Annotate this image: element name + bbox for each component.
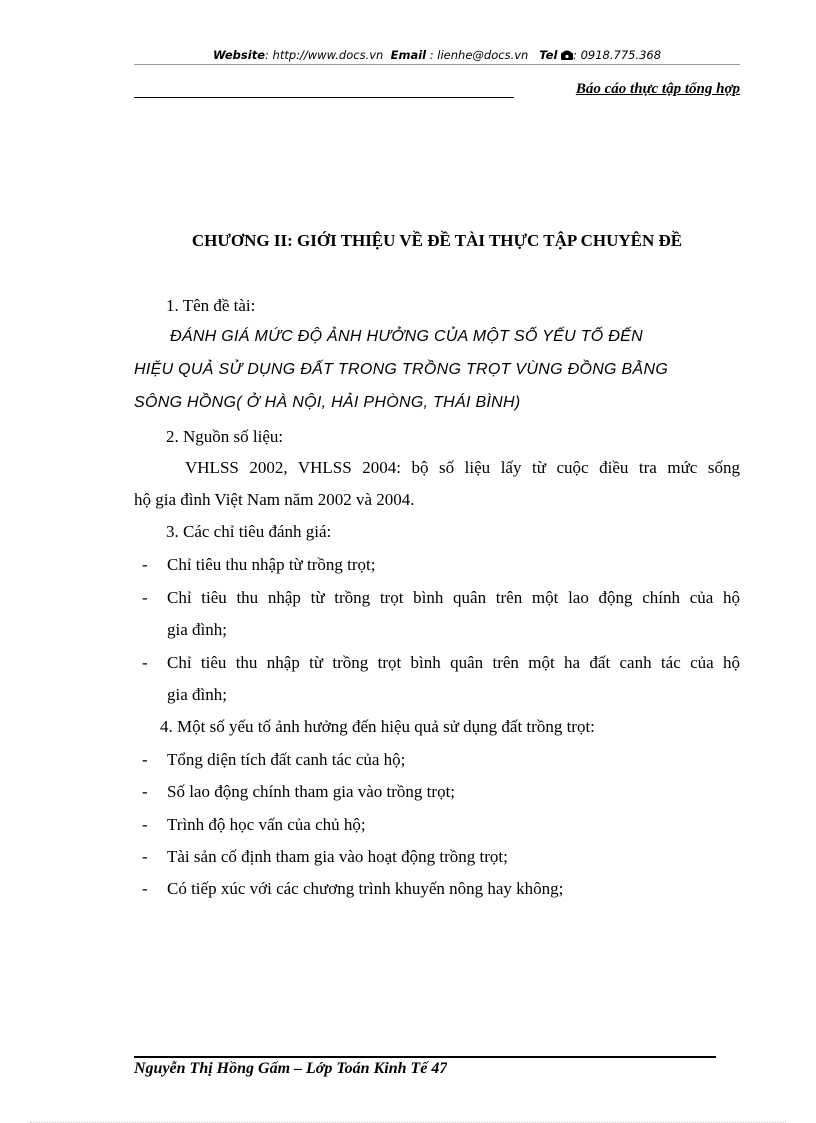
footer-author: Nguyễn Thị Hồng Gấm – Lớp Toán Kinh Tế 47 [134, 1060, 448, 1077]
data-source-line-1: VHLSS 2002, VHLSS 2004: bộ số liệu lấy từ cuộc điều tra mức sống [185, 458, 740, 477]
data-source-line-2: hộ gia đình Việt Nam năm 2002 và 2004. [134, 490, 415, 509]
phone-number: : 0918.775.368 [573, 48, 662, 62]
tel-label: Tel [539, 48, 558, 62]
section-4-heading: 4. Một số yếu tố ảnh hưởng đến hiệu quả sử dụng đất trồng trọt: [160, 717, 595, 736]
topic-title-line-2: HIỆU QUẢ SỬ DỤNG ĐẤT TRONG TRỒNG TRỌT VÙNG ĐỒNG BẰNG [134, 361, 669, 378]
header-divider [134, 64, 740, 65]
website-url[interactable]: : http://www.docs.vn [265, 48, 384, 62]
bullet-marker: - [142, 653, 148, 672]
bullet-marker: - [142, 588, 148, 607]
factor-item-5: Có tiếp xúc với các chương trình khuyến nông hay không; [167, 879, 564, 898]
factor-item-2: Số lao động chính tham gia vào trồng trọt; [167, 782, 456, 801]
factor-item-1: Tổng diện tích đất canh tác của hộ; [167, 750, 406, 769]
bullet-marker: - [142, 555, 148, 574]
topic-title-line-1: ĐÁNH GIÁ MỨC ĐỘ ẢNH HƯỞNG CỦA MỘT SỐ YẾU TỐ ĐẾN [170, 328, 643, 345]
website-label: Website [212, 48, 266, 62]
section-3-heading: 3. Các chỉ tiêu đánh giá: [166, 522, 332, 541]
report-title: Báo cáo thực tập tổng hợp [575, 81, 740, 97]
email-label: Email [390, 48, 427, 62]
criteria-item-3-cont: gia đình; [167, 685, 227, 704]
email-address[interactable]: : lienhe@docs.vn [426, 48, 529, 62]
bullet-marker: - [142, 782, 148, 801]
criteria-item-2-cont: gia đình; [167, 620, 227, 639]
section-2-heading: 2. Nguồn số liệu: [166, 427, 284, 446]
criteria-item-1: Chỉ tiêu thu nhập từ trồng trọt; [167, 555, 376, 574]
factor-item-4: Tài sản cố định tham gia vào hoạt động trồng trọt; [167, 847, 508, 866]
section-1-heading: 1. Tên đề tài: [166, 296, 256, 315]
bullet-marker: - [142, 815, 148, 834]
bullet-marker: - [142, 847, 148, 866]
criteria-item-2: Chỉ tiêu thu nhập từ trồng trọt bình quân trên một lao động chính của hộ [167, 588, 740, 607]
footer-rule [134, 1056, 716, 1058]
bullet-marker: - [142, 879, 148, 898]
bullet-marker: - [142, 750, 148, 769]
topic-title-line-3: SÔNG HỒNG( Ở HÀ NỘI, HẢI PHÒNG, THÁI BÌNH) [134, 394, 521, 411]
report-title-rule [134, 97, 514, 98]
chapter-title: CHƯƠNG II: GIỚI THIỆU VỀ ĐỀ TÀI THỰC TẬP CHUYÊN ĐỀ [191, 231, 683, 250]
website-header [134, 48, 740, 63]
phone-icon [561, 49, 573, 63]
criteria-item-3: Chỉ tiêu thu nhập từ trồng trọt bình quân trên một ha đất canh tác của hộ [167, 653, 740, 672]
factor-item-3: Trình độ học vấn của chủ hộ; [167, 815, 366, 834]
